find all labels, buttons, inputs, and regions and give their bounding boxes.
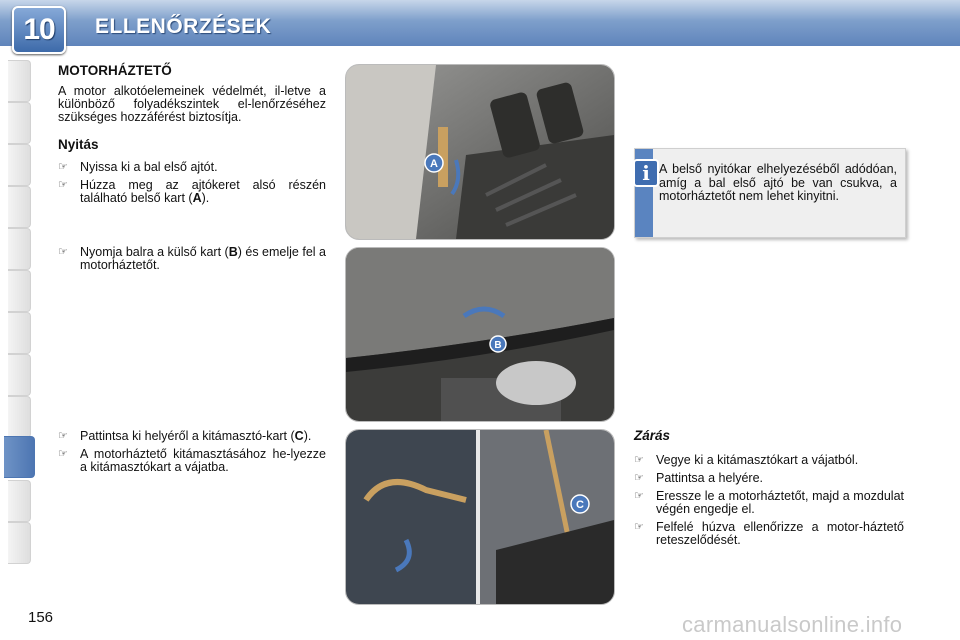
chapter-tab[interactable]	[8, 354, 31, 396]
list-item: ☞ A motorháztető kitámasztásához he-lyezze a kitámasztókart a vájatba.	[58, 447, 326, 474]
chapter-tab[interactable]	[8, 312, 31, 354]
bullet-hand-icon: ☞	[58, 430, 68, 442]
list-item: ☞ Felfelé húzva ellenőrizze a motor-háztető reteszelődését.	[634, 520, 904, 547]
chapter-number-badge: 10	[12, 6, 66, 54]
step-b-block	[58, 246, 326, 277]
list-item: ☞ Vegye ki a kitámasztókart a vájatból.	[634, 453, 859, 467]
chapter-tab[interactable]	[8, 522, 31, 564]
closing-steps	[634, 454, 904, 547]
bullet-hand-icon: ☞	[58, 246, 68, 258]
bullet-hand-icon: ☞	[58, 179, 68, 191]
info-text: A belső nyitókar elhelyezéséből adódóan, amíg a bal első ajtó be van csukva, a motorháztetőt nem lehet kinyitni.	[659, 162, 897, 203]
chapter-tab[interactable]	[8, 480, 31, 522]
opening-steps	[58, 161, 326, 205]
bullet-hand-icon: ☞	[634, 454, 644, 466]
closing-title: Zárás	[634, 428, 671, 443]
list-item: ☞ Nyissa ki a bal első ajtót.	[58, 160, 218, 174]
chapter-tab[interactable]	[8, 102, 31, 144]
chapter-tab[interactable]	[8, 396, 31, 438]
label-b: B	[228, 245, 238, 259]
list-item: ☞ Eressze le a motorháztetőt, majd a mozdulat végén engedje el.	[634, 489, 904, 516]
watermark: carmanualsonline.info	[682, 612, 903, 637]
chapter-tab[interactable]	[8, 270, 31, 312]
bullet-hand-icon: ☞	[58, 161, 68, 173]
photo-hood-lever	[345, 247, 615, 422]
photo-interior-lever	[345, 64, 615, 240]
bullet-hand-icon: ☞	[634, 521, 644, 533]
bullet-hand-icon: ☞	[634, 490, 644, 502]
list-item: ☞ Pattintsa a helyére.	[634, 471, 764, 485]
bullet-hand-icon: ☞	[634, 472, 644, 484]
info-note	[634, 148, 906, 238]
svg-text:B: B	[494, 340, 502, 351]
chapter-tab[interactable]	[8, 186, 31, 228]
section-intro: A motor alkotóelemeinek védelmét, il-letve a különböző folyadékszintek el-lenőrzéséhez szükséges hozzáférést biztosítja.	[58, 84, 326, 124]
list-item: ☞ Húzza meg az ajtókeret alsó részén található belső kart (A).	[58, 178, 326, 205]
closing-block	[634, 429, 904, 552]
page-number: 156	[28, 609, 54, 626]
chapter-tab[interactable]	[8, 144, 31, 186]
list-item: ☞ Nyomja balra a külső kart (B) és emelje fel a motorháztetőt.	[58, 245, 326, 272]
bullet-hand-icon: ☞	[58, 448, 68, 460]
photo-prop-rod	[345, 429, 615, 605]
label-c: C	[294, 429, 304, 443]
info-icon: i	[633, 159, 659, 187]
svg-text:A: A	[430, 158, 438, 170]
chapter-tabs	[0, 60, 34, 580]
step-c-block	[58, 430, 326, 479]
chapter-tab[interactable]	[8, 60, 31, 102]
chapter-header	[0, 0, 960, 46]
intro-block	[58, 64, 326, 210]
list-item: ☞ Pattintsa ki helyéről a kitámasztó-kart (C).	[58, 429, 312, 443]
label-a: A	[192, 191, 202, 205]
chapter-title: ELLENŐRZÉSEK	[95, 15, 272, 38]
chapter-tab-active[interactable]	[4, 436, 35, 478]
chapter-tab[interactable]	[8, 228, 31, 270]
svg-text:C: C	[576, 499, 584, 511]
section-title: MOTORHÁZTETŐ	[58, 63, 172, 78]
opening-title: Nyitás	[58, 137, 99, 152]
